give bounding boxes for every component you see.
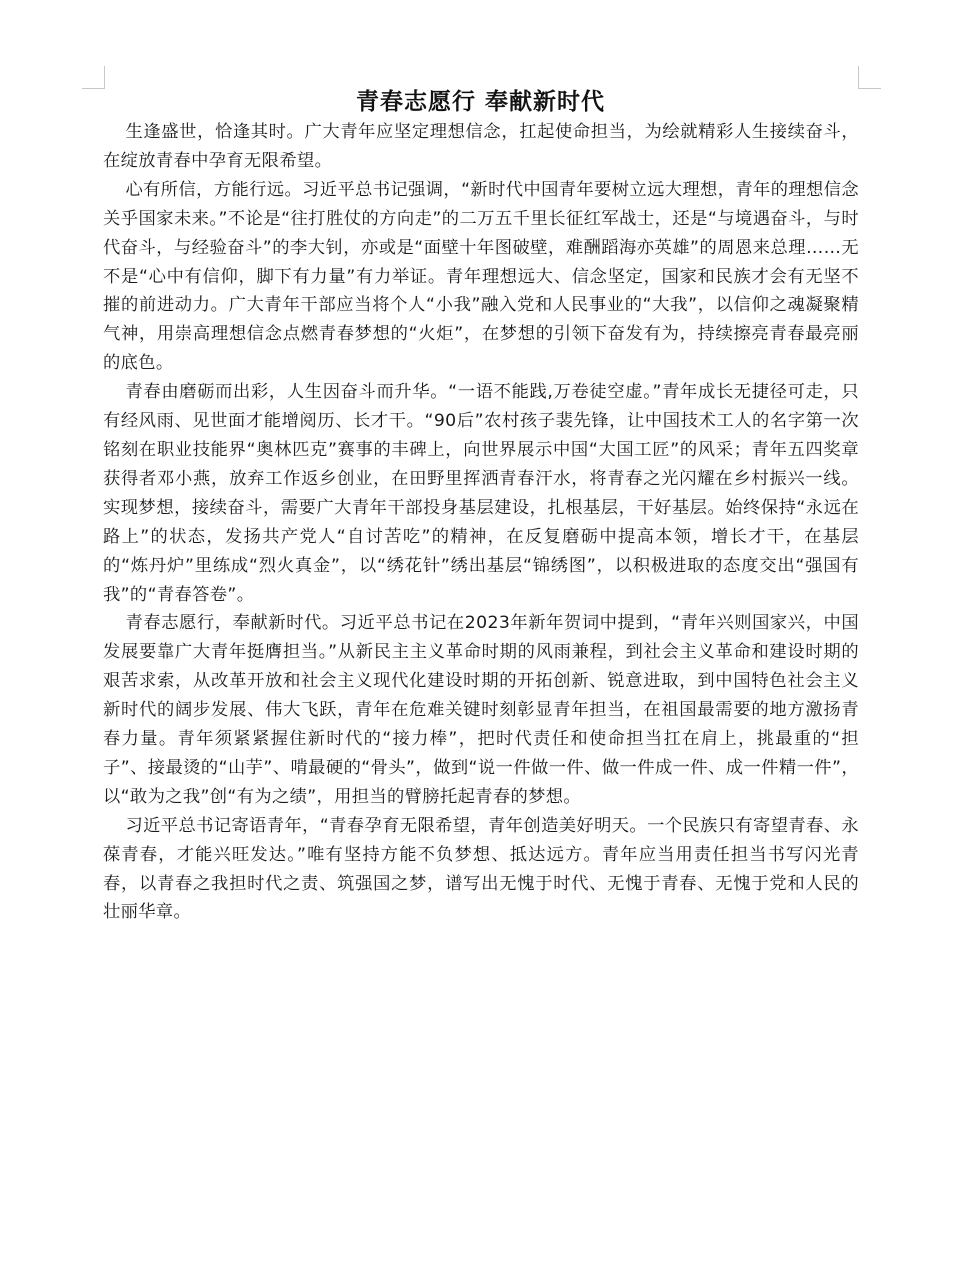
- paragraph-1: 生逢盛世，恰逢其时。广大青年应坚定理想信念，扛起使命担当，为绘就精彩人生接续奋斗，在绽放青春中孕育无限希望。: [103, 122, 859, 171]
- paragraph-5: 习近平总书记寄语青年，“青春孕育无限希望，青年创造美好明天。一个民族只有寄望青春、永葆青春，才能兴旺发达。”唯有坚持方能不负梦想、抵达远方。青年应当用责任担当书写闪光青春，以青春之我担时代之责、筑强国之梦，谱写出无愧于时代、无愧于青春、无愧于党和人民的壮丽华章。: [103, 815, 859, 923]
- document-body: [103, 118, 859, 927]
- paragraph-2: 心有所信，方能行远。习近平总书记强调，“新时代中国青年要树立远大理想，青年的理想信念关乎国家未来。”不论是“往打胜仗的方向走”的二万五千里长征红军战士，还是“与境遇奋斗，与时代奋斗，与经验奋斗”的李大钊，亦或是“面壁十年图破壁，难酬蹈海亦英雄”的周恩来总理……无不是“心中有信仰，脚下有力量”有力举证。青年理想远大、信念坚定，国家和民族才会有无坚不摧的前进动力。广大青年干部应当将个人“小我”融入党和人民事业的“大我”，以信仰之魂凝聚精气神，用崇高理想信念点燃青春梦想的“火炬”，在梦想的引领下奋发有为，持续擦亮青春最亮丽的底色。: [103, 179, 859, 374]
- paragraph-3: 青春由磨砺而出彩，人生因奋斗而升华。“一语不能践,万卷徒空虚。”青年成长无捷径可走，只有经风雨、见世面才能增阅历、长才干。“90后”农村孩子裴先锋，让中国技术工人的名字第一次铭刻在职业技能界“奥林匹克”赛事的丰碑上，向世界展示中国“大国工匠”的风采；青年五四奖章获得者邓小燕，放弃工作返乡创业，在田野里挥洒青春汗水，将青春之光闪耀在乡村振兴一线。实现梦想，接续奋斗，需要广大青年干部投身基层建设，扎根基层，干好基层。始终保持“永远在路上”的状态，发扬共产党人“自讨苦吃”的精神，在反复磨砺中提高本领，增长才干，在基层的“炼丹炉”里练成“烈火真金”，以“绣花针”绣出基层“锦绣图”，以积极进取的态度交出“强国有我”的“青春答卷”。: [103, 382, 859, 605]
- document-title: 青春志愿行 奉献新时代: [355, 89, 605, 115]
- paragraph-4: 青春志愿行，奉献新时代。习近平总书记在2023年新年贺词中提到，“青年兴则国家兴，中国发展要靠广大青年挺膺担当。”从新民主主义革命时期的风雨兼程，到社会主义革命和建设时期的艰苦求索，从改革开放和社会主义现代化建设时期的开拓创新、锐意进取，到中国特色社会主义新时代的阔步发展、伟大飞跃，青年在危难关键时刻彰显青年担当，在祖国最需要的地方激扬青春力量。青年须紧紧握住新时代的“接力棒”，把时代责任和使命担当扛在肩上，挑最重的“担子”、接最烫的“山芋”、啃最硬的“骨头”，做到“说一件做一件、做一件成一件、成一件精一件”，以“敢为之我”创“有为之绩”，用担当的臂膀托起青春的梦想。: [103, 613, 859, 807]
